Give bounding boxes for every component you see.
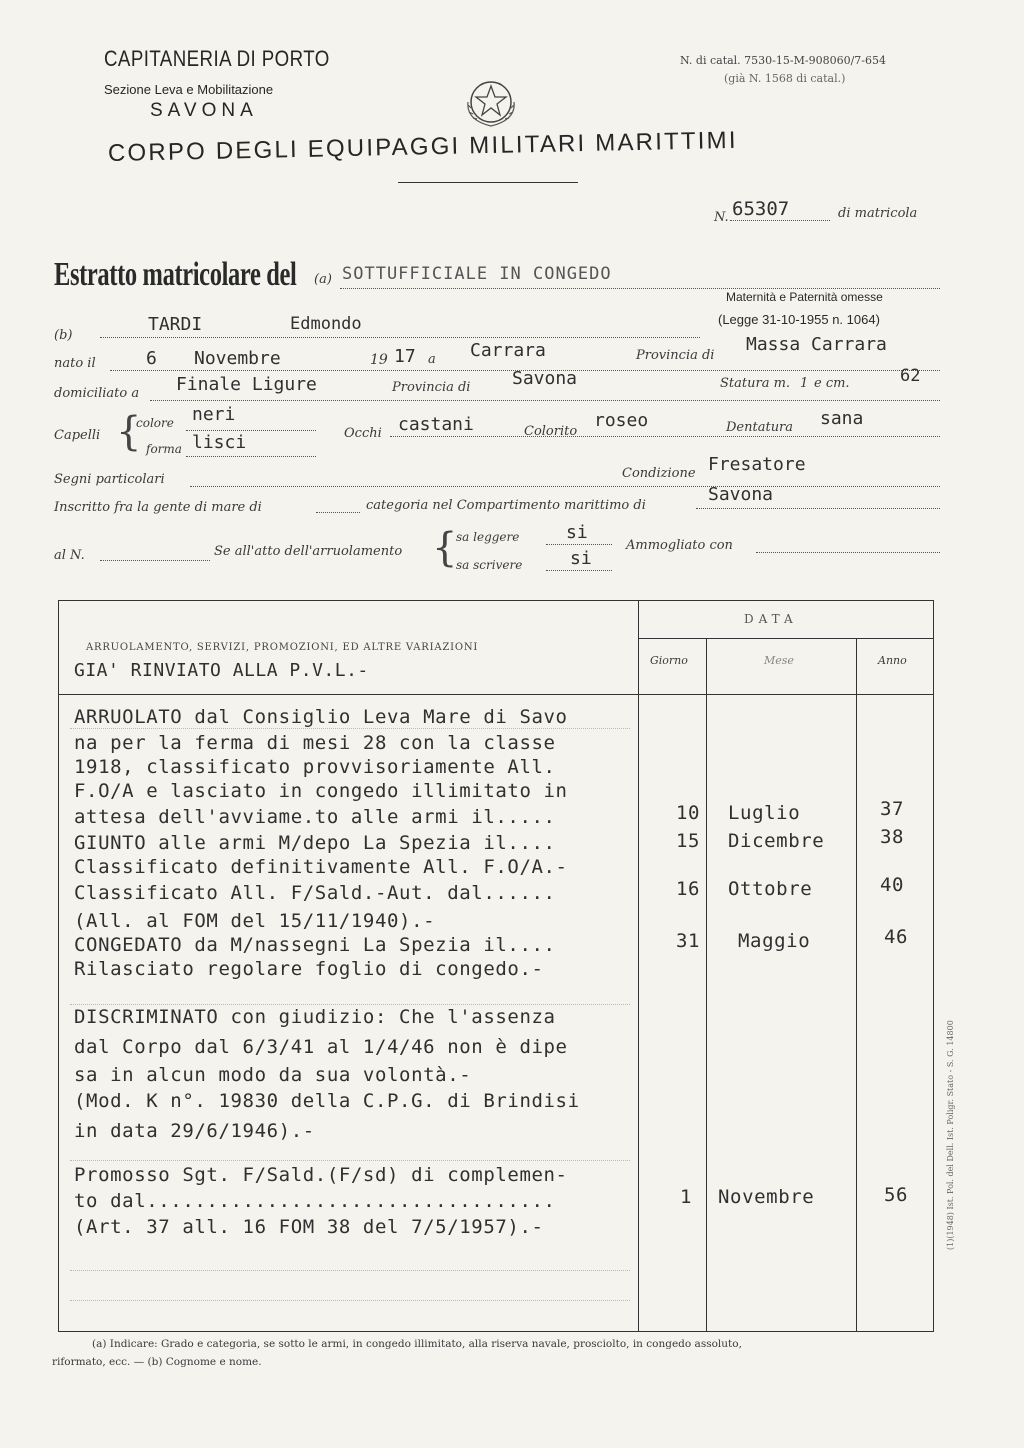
name-value: Edmondo <box>290 314 362 334</box>
table-row-day: 10 <box>676 802 701 824</box>
condition-value: Fresatore <box>708 454 806 475</box>
domicile-value: Finale Ligure <box>176 374 317 395</box>
table-row-year: 40 <box>880 874 905 896</box>
write-label: sa scrivere <box>456 558 523 572</box>
compartment-dots <box>696 508 940 509</box>
table-row-month: Luglio <box>728 802 801 824</box>
read-dots <box>546 544 612 545</box>
matricola-number: 65307 <box>732 198 790 220</box>
matricola-prefix: N. <box>714 210 729 225</box>
table-row-day: 1 <box>680 1186 693 1208</box>
write-value: si <box>570 548 592 569</box>
domicile-province-label: Provincia di <box>392 380 471 395</box>
table-ruling <box>70 728 630 729</box>
eyes-dots <box>390 436 940 437</box>
table-row-text: sa in alcun modo da sua volontà.- <box>74 1064 472 1086</box>
day-header: Giorno <box>650 654 688 667</box>
data-header-rule <box>638 638 934 639</box>
hair-color-dots <box>186 430 316 431</box>
table-row-text: CONGEDATO da M/nassegni La Spezia il.... <box>74 934 556 956</box>
hair-form: lisci <box>192 432 247 453</box>
footnote-line2: riformato, ecc. — (b) Cognome e nome. <box>52 1356 262 1368</box>
maternity-note: Maternità e Paternità omesse <box>726 290 883 304</box>
hair-form-dots <box>186 456 316 457</box>
month-header: Mese <box>764 654 794 667</box>
teeth-label: Dentatura <box>726 420 794 435</box>
teeth-value: sana <box>820 408 864 429</box>
surname-value: TARDI <box>148 314 203 335</box>
table-row-text: Classificato definitivamente All. F.O/A.- <box>74 856 568 878</box>
emblem-icon <box>460 72 522 130</box>
footnote-line1: (a) Indicare: Grado e categoria, se sotto le armi, in congedo illimitato, alla riserva navale, prosciolto, in congedo assoluto, <box>92 1338 742 1350</box>
born-place: Carrara <box>470 340 546 361</box>
table-row-text: na per la ferma di mesi 28 con la classe <box>74 732 556 754</box>
hair-color: neri <box>192 404 236 425</box>
table-row-text: Classificato All. F/Sald.-Aut. dal...... <box>74 882 556 904</box>
table-row-month: Ottobre <box>728 878 813 900</box>
table-row-day: 31 <box>676 930 701 952</box>
hair-form-label: forma <box>146 442 182 456</box>
born-a-label: a <box>428 352 436 367</box>
literacy-brace-icon: { <box>432 525 458 571</box>
table-row-day: 16 <box>676 878 701 900</box>
write-dots <box>546 570 612 571</box>
table-day-divider <box>706 638 707 1332</box>
office-city: SAVONA <box>150 100 258 121</box>
header-bottom-rule <box>58 694 934 695</box>
read-label: sa leggere <box>456 530 520 544</box>
table-main-divider <box>638 600 639 1332</box>
table-ruling <box>70 1300 630 1301</box>
corps-title: CORPO DEGLI EQUIPAGGI MILITARI MARITTIMI <box>107 126 738 167</box>
grade-dots <box>340 288 940 289</box>
table-row-text: 1918, classificato provvisoriamente All. <box>74 756 556 778</box>
table-row-text: to dal.................................. <box>74 1190 556 1212</box>
table-row-text: GIUNTO alle armi M/depo La Spezia il.... <box>74 832 556 854</box>
hair-brace-icon: { <box>116 409 142 455</box>
stature-m: 1 <box>800 376 809 391</box>
domicile-label: domiciliato a <box>54 386 140 401</box>
al-n-dots <box>100 560 210 561</box>
inscribed-dots <box>316 512 360 513</box>
catalog-previous: (già N. 1568 di catal.) <box>724 72 846 85</box>
grade-value: SOTTUFFICIALE IN CONGEDO <box>342 264 612 284</box>
compartment-value: Savona <box>708 484 774 505</box>
table-row-year: 46 <box>884 926 909 948</box>
table-row-text: F.O/A e lasciato in congedo illimitato in <box>74 780 568 802</box>
matricola-dots <box>730 220 830 221</box>
table-row-text: Promosso Sgt. F/Sald.(F/sd) di complemen- <box>74 1164 568 1186</box>
table-row-text: dal Corpo dal 6/3/41 al 1/4/46 non è dipe <box>74 1036 568 1058</box>
year-prefix: 19 <box>370 352 388 368</box>
catalog-number: N. di catal. 7530-15-M-908060/7-654 <box>680 54 886 67</box>
table-row-month: Dicembre <box>728 830 825 852</box>
born-province: Massa Carrara <box>746 334 887 355</box>
matricola-suffix: di matricola <box>838 206 918 221</box>
office-section: Sezione Leva e Mobilitazione <box>104 82 274 97</box>
table-row-text: in data 29/6/1946).- <box>74 1120 315 1142</box>
stature-label: Statura m. <box>720 376 791 391</box>
table-row-text: ARRUOLATO dal Consiglio Leva Mare di Savo <box>74 706 568 728</box>
table-row-month: Maggio <box>738 930 811 952</box>
table-row-text: attesa dell'avviame.to alle armi il..... <box>74 806 556 828</box>
eyes-label: Occhi <box>344 426 382 441</box>
maternity-law: (Legge 31-10-1955 n. 1064) <box>718 312 880 327</box>
col-main-sub: GIA' RINVIATO ALLA P.V.L.- <box>74 660 369 681</box>
al-n-label: al N. <box>54 548 85 563</box>
marks-label: Segni particolari <box>54 472 165 487</box>
complexion-label: Colorito <box>524 424 578 439</box>
table-row-year: 37 <box>880 798 905 820</box>
extract-title: Estratto matricolare del <box>54 256 297 293</box>
table-row-year: 56 <box>884 1184 909 1206</box>
table-row-text: Rilasciato regolare foglio di congedo.- <box>74 958 544 980</box>
margin-printer-note: (1)(1948) Ist. Pol. del Dell. Ist. Poligr. Stato - S. G. 14800 <box>946 1020 955 1250</box>
married-dots <box>756 552 940 553</box>
inscribed-label: Inscritto fra la gente di mare di <box>54 500 262 515</box>
domicile-province: Savona <box>512 368 578 389</box>
marks-dots <box>190 486 940 487</box>
enlist-label: Se all'atto dell'arruolamento <box>214 544 403 559</box>
read-value: si <box>566 522 588 543</box>
name-dots <box>100 337 700 338</box>
year-header: Anno <box>878 654 907 667</box>
table-row-text: (Mod. K n°. 19830 della C.P.G. di Brindisi <box>74 1090 580 1112</box>
table-row-text: (All. al FOM del 15/11/1940).- <box>74 910 436 932</box>
table-row-text: (Art. 37 all. 16 FOM 38 del 7/5/1957).- <box>74 1216 544 1238</box>
table-ruling <box>70 1004 630 1005</box>
hair-color-label: colore <box>136 416 174 430</box>
complexion-value: roseo <box>594 410 649 431</box>
born-month: Novembre <box>194 348 281 369</box>
stature-cm: 62 <box>900 366 921 386</box>
table-row-day: 15 <box>676 830 701 852</box>
domicile-dots <box>150 400 940 401</box>
table-row-year: 38 <box>880 826 905 848</box>
condition-label: Condizione <box>622 466 696 481</box>
born-day: 6 <box>146 348 157 369</box>
born-year: 17 <box>394 346 416 367</box>
table-ruling <box>70 1270 630 1271</box>
note-b: (b) <box>54 328 73 343</box>
office-name: CAPITANERIA DI PORTO <box>104 46 330 71</box>
married-label: Ammogliato con <box>626 538 733 553</box>
table-row-month: Novembre <box>718 1186 815 1208</box>
table-ruling <box>70 1160 630 1161</box>
stature-e: e cm. <box>814 376 850 391</box>
hair-label: Capelli <box>54 428 101 443</box>
table-month-divider <box>856 638 857 1332</box>
born-label: nato il <box>54 356 96 371</box>
data-header: DATA <box>744 612 798 626</box>
table-row-text: DISCRIMINATO con giudizio: Che l'assenza <box>74 1006 556 1028</box>
eyes-value: castani <box>398 414 474 435</box>
province-label: Provincia di <box>636 348 715 363</box>
note-a: (a) <box>314 272 332 287</box>
col-main-header: ARRUOLAMENTO, SERVIZI, PROMOZIONI, ED ALTRE VARIAZIONI <box>86 642 479 653</box>
category-label: categoria nel Compartimento marittimo di <box>366 498 646 513</box>
title-rule <box>398 182 578 183</box>
